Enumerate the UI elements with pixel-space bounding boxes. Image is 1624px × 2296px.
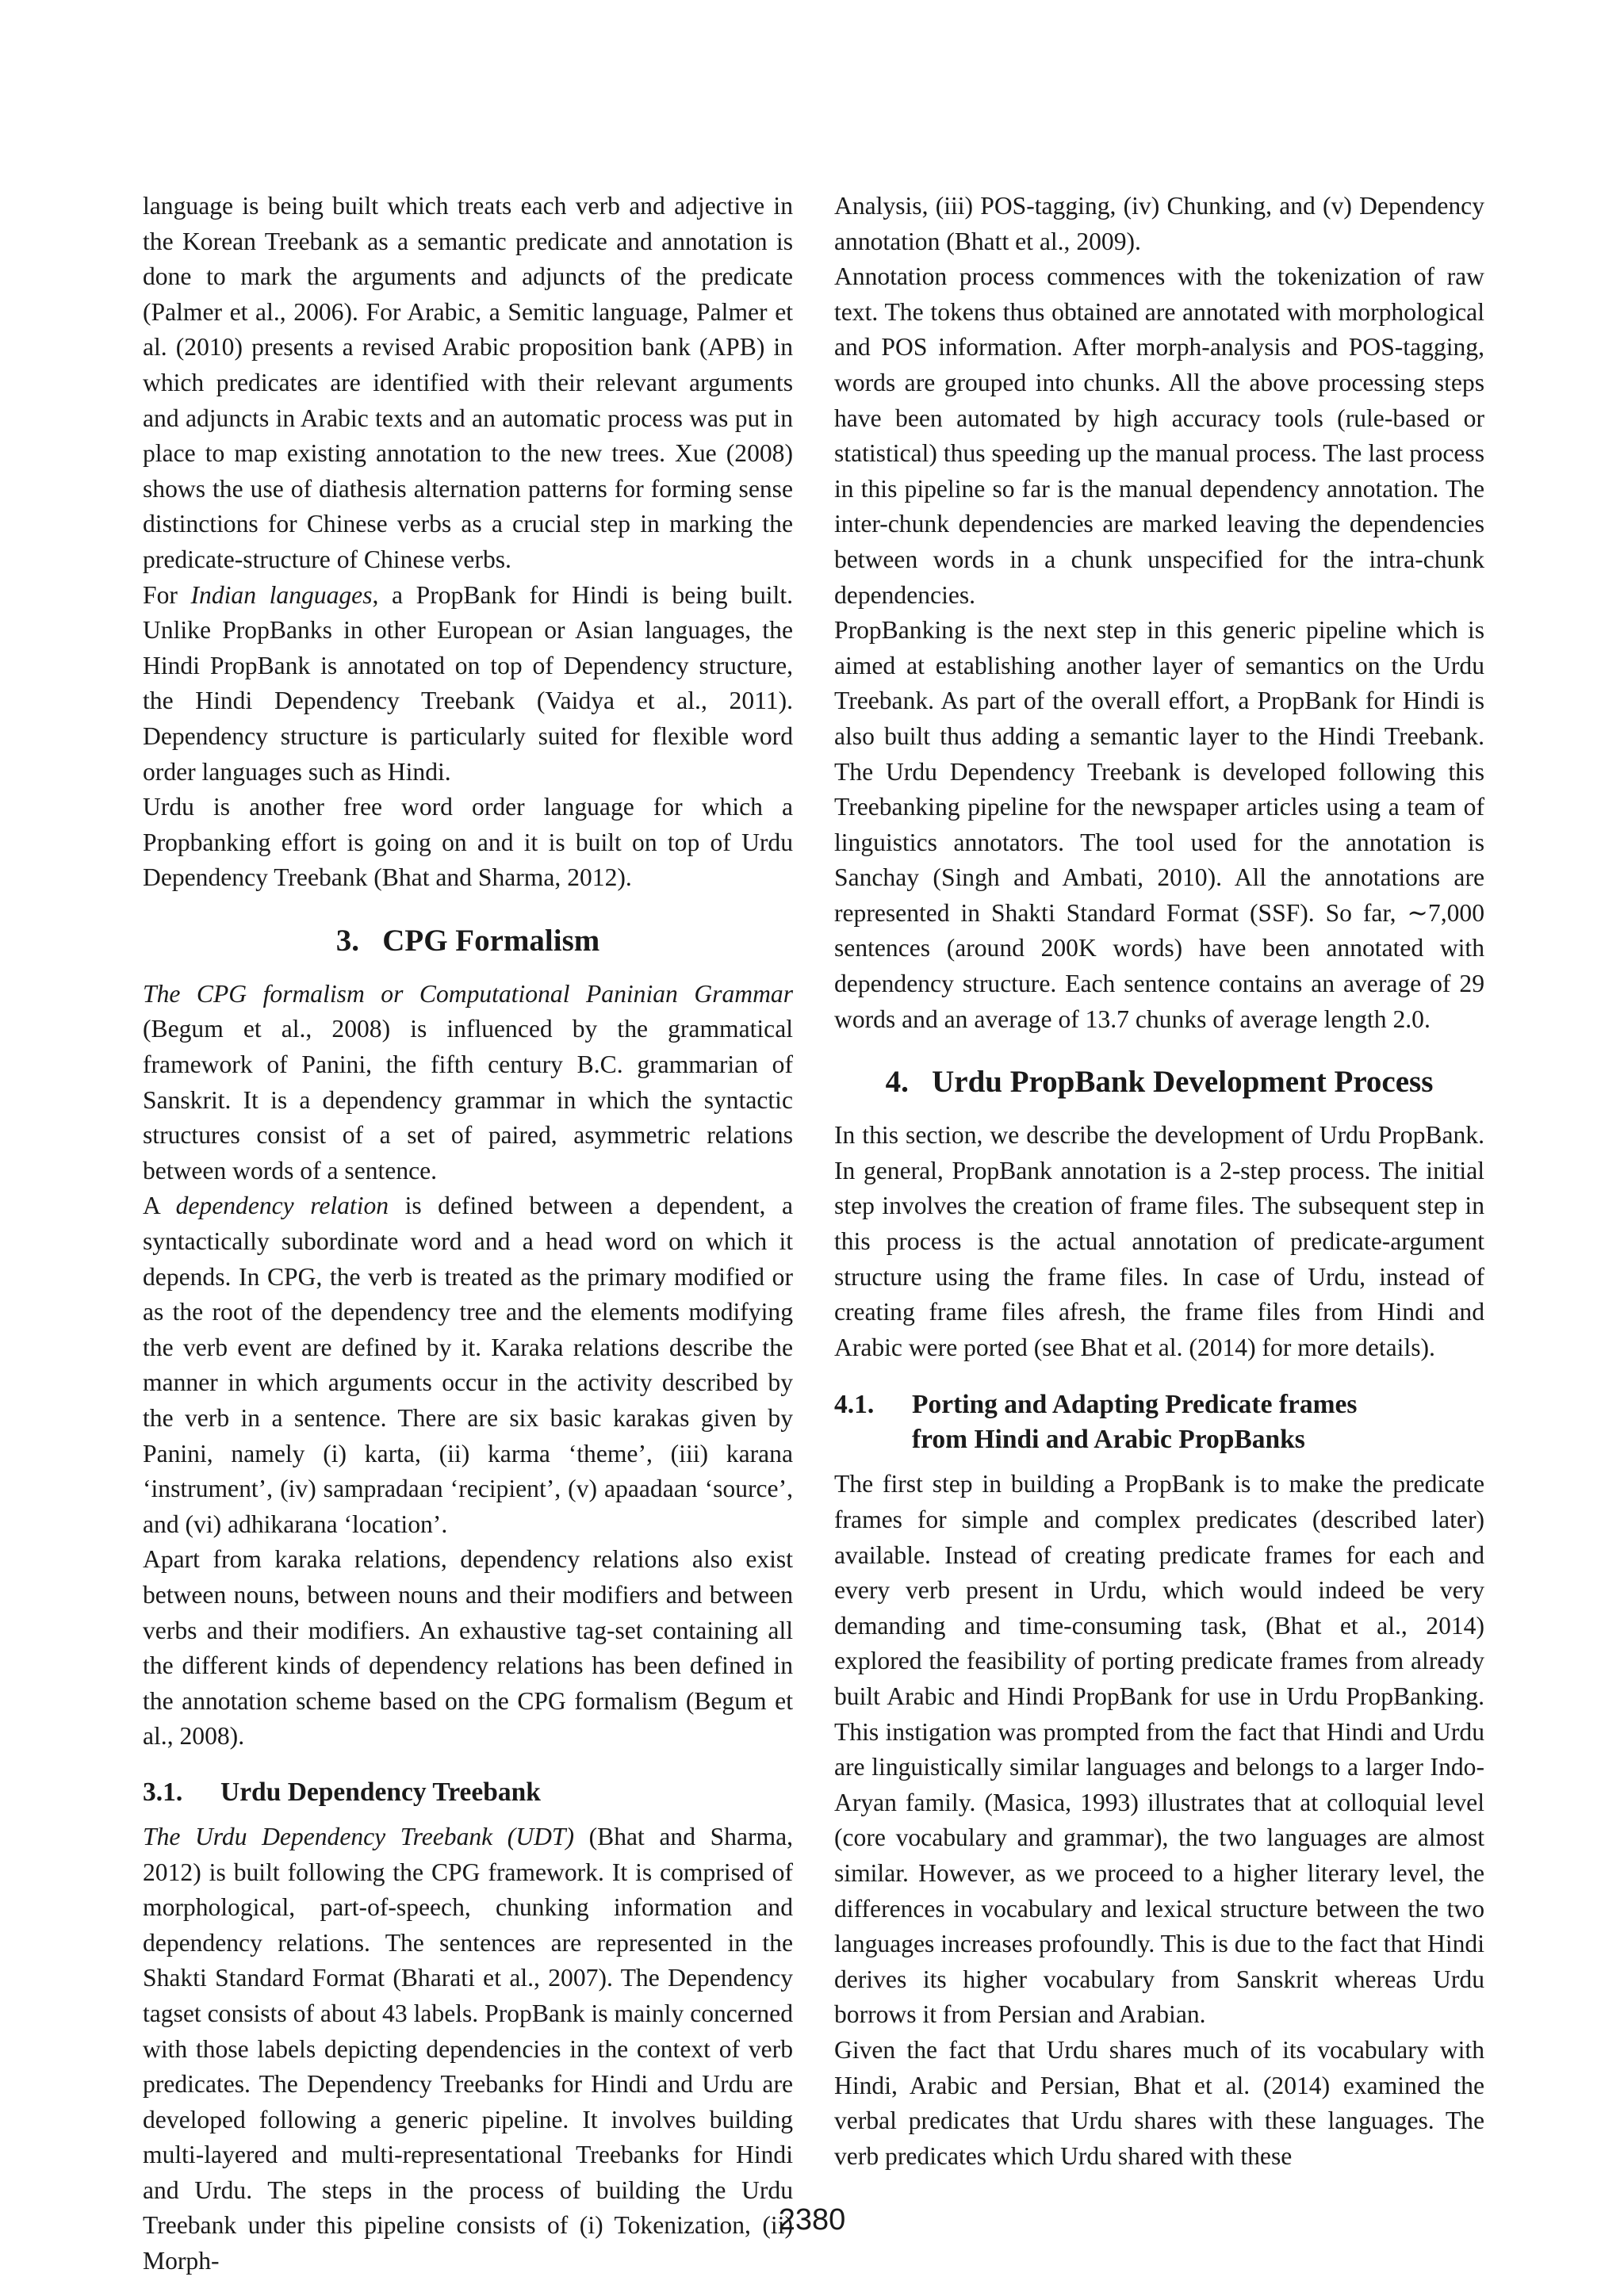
paragraph-cpg-definition — [143, 977, 793, 1189]
paragraph-propbank-development-overview: In this section, we describe the development of Urdu PropBank. In general, PropBank annotation is a 2-step process. The initial step involves the creation of frame files. The subsequent step in this process is the actual annotation of predicate-argument structure using the frame files. In case of Urdu, instead of creating frame files afresh, the frame files from Hindi and Arabic were ported (see Bhat et al. (2014) for more details). — [834, 1121, 1484, 1361]
subsection-title-line-2: from Hindi and Arabic PropBanks — [912, 1425, 1305, 1455]
paragraph-pipeline-steps-continued: Analysis, (iii) POS-tagging, (iv) Chunking, and (v) Dependency annotation (Bhatt et al., 2009). — [834, 192, 1484, 255]
paragraph-urdu-propbanking: Urdu is another free word order language for which a Propbanking effort is going on and it is built on top of Urdu Dependency Treebank (Bhat and Sharma, 2012). — [143, 793, 793, 892]
right-column — [834, 189, 1484, 2174]
subsection-heading-porting-frames — [834, 1387, 1484, 1457]
subsection-number: 4.1. — [834, 1390, 875, 1420]
paragraph-dependency-relation — [143, 1188, 793, 1542]
paragraph-annotation-process: Annotation process commences with the tokenization of raw text. The tokens thus obtained are annotated with morphological and POS information. After morph-analysis and POS-tagging, words are grouped into chunks. All the above processing steps have been automated by high accuracy tools (rule-based or statistical) thus speeding up the manual process. The last process in this pipeline so far is the manual dependency annotation. The inter-chunk dependencies are marked leaving the dependencies between words in a chunk unspecified for the intra-chunk dependencies. — [834, 262, 1484, 609]
section-title: CPG Formalism — [382, 923, 600, 958]
italic-term-cpg-formalism: The CPG formalism or Computational Paninian Grammar — [143, 979, 793, 1008]
page-number: 2380 — [778, 2203, 846, 2237]
paragraph-porting-predicate-frames: The first step in building a PropBank is to make the predicate frames for simple and complex predicates (described later) available. Instead of creating predicate frames for each and every verb present in Urdu, which would indeed be very demanding and time-consuming task, (Bhat et al., 2014) explored the feasibility of porting predicate frames from already built Arabic and Hindi PropBank for use in Urdu PropBanking. This instigation was prompted from the fact that Hindi and Urdu are linguistically similar languages and belongs to a larger Indo-Aryan family. (Masica, 1993) illustrates that at colloquial level (core vocabulary and grammar), the two languages are almost similar. However, as we proceed to a higher literary level, the differences in vocabulary and lexical structure between the two languages increases profoundly. This is due to the fact that Hindi derives its higher vocabulary from Sanskrit whereas Urdu borrows it from Persian and Arabian. — [834, 1470, 1484, 2029]
section-title: Urdu PropBank Development Process — [932, 1065, 1434, 1100]
paragraph-propbanking-pipeline: PropBanking is the next step in this generic pipeline which is aimed at establishing another layer of semantics on the Urdu Treebank. As part of the overall effort, a PropBank for Hindi is also built thus adding a semantic layer to the Hindi Treebank. The Urdu Dependency Treebank is developed following this Treebanking pipeline for the newspaper articles using a team of linguistics annotators. The tool used for the annotation is Sanchay (Singh and Ambati, 2010). All the annotations are represented in Shakti Standard Format (SSF). So far, ∼7,000 sentences (around 200K words) have been annotated with dependency structure. Each sentence contains an average of 29 words and an average of 13.7 chunks of average length 2.0. — [834, 616, 1484, 1033]
italic-term-indian-languages: Indian languages — [190, 580, 373, 609]
text-run: , a PropBank for Hindi is being built. Unlike PropBanks in other European or Asian languages, the Hindi PropBank is annotated on top of Dependency structure, the Hindi Dependency Treebank (Vaidya et al., 2011). Dependency structure is particularly suited for flexible word order languages such as Hindi. — [143, 580, 793, 786]
section-heading-urdu-propbank-development — [834, 1064, 1484, 1100]
text-run: For — [143, 580, 191, 609]
paragraph-shared-vocabulary: Given the fact that Urdu shares much of its vocabulary with Hindi, Arabic and Persian, Bhat et al. (2014) examined the verbal predicates that Urdu shares with these languages. The verb predicates which Urdu shared with these — [834, 2035, 1484, 2170]
text-run: (Bhat and Sharma, 2012) is built following the CPG framework. It is comprised of morphological, part-of-speech, chunking information and dependency relations. The sentences are represented in the Shakti Standard Format (Bharati et al., 2007). The Dependency tagset consists of about 43 labels. PropBank is mainly concerned with those labels depicting dependencies in the context of verb predicates. The Dependency Treebanks for Hindi and Urdu are developed following a generic pipeline. It involves building multi-layered and multi-representational Treebanks for Hindi and Urdu. The steps in the process of building the Urdu Treebank under this pipeline consists of (i) Tokenization, (ii) Morph- — [143, 1822, 793, 2275]
section-number: 3. — [335, 923, 359, 958]
italic-term-udt: The Urdu Dependency Treebank (UDT) — [143, 1822, 575, 1850]
paragraph-karaka-relations: Apart from karaka relations, dependency relations also exist between nouns, between nouns and their modifiers and between verbs and their modifiers. An exhaustive tag-set containing all the different kinds of dependency relations has been defined in the annotation scheme based on the CPG formalism (Begum et al., 2008). — [143, 1545, 793, 1751]
italic-term-dependency-relation: dependency relation — [175, 1192, 389, 1220]
paragraph-indian-languages — [143, 578, 793, 790]
left-column — [143, 189, 793, 2279]
subsection-number: 3.1. — [143, 1777, 183, 1807]
text-run: (Begum et al., 2008) is influenced by the grammatical framework of Panini, the fifth century B.C. grammarian of Sanskrit. It is a dependency grammar in which the syntactic structures consist of a set of paired, asymmetric relations between words of a sentence. — [143, 1015, 793, 1184]
paragraph-related-work-korean-arabic-chinese: language is being built which treats each verb and adjective in the Korean Treebank as a semantic predicate and annotation is done to mark the arguments and adjuncts of the predicate (Palmer et al., 2006). For Arabic, a Semitic language, Palmer et al. (2010) presents a revised Arabic proposition bank (APB) in which predicates are identified with their relevant arguments and adjuncts in Arabic texts and an automatic process was put in place to map existing annotation to the new trees. Xue (2008) shows the use of diathesis alternation patterns for forming sense distinctions for Chinese verbs as a crucial step in marking the predicate-structure of Chinese verbs. — [143, 192, 793, 573]
text-run: A — [143, 1192, 176, 1220]
text-run: is defined between a dependent, a syntactically subordinate word and a head word on which it depends. In CPG, the verb is treated as the primary modified or as the root of the dependency tree and the elements modifying the verb event are defined by it. Karaka relations describe the manner in which arguments occur in the activity described by the verb in a sentence. There are six basic karakas given by Panini, namely (i) karta, (ii) karma ‘theme’, (iii) karana ‘instrument’, (iv) sampradaan ‘recipient’, (v) apaadaan ‘source’, and (vi) adhikarana ‘location’. — [143, 1192, 793, 1538]
subsection-title: Urdu Dependency Treebank — [220, 1777, 541, 1807]
section-number: 4. — [885, 1065, 909, 1100]
subsection-title-line-1: Porting and Adapting Predicate frames — [912, 1390, 1358, 1420]
subsection-title — [912, 1387, 1357, 1457]
subsection-heading-urdu-dependency-treebank — [143, 1775, 793, 1810]
section-heading-cpg-formalism — [143, 923, 793, 959]
